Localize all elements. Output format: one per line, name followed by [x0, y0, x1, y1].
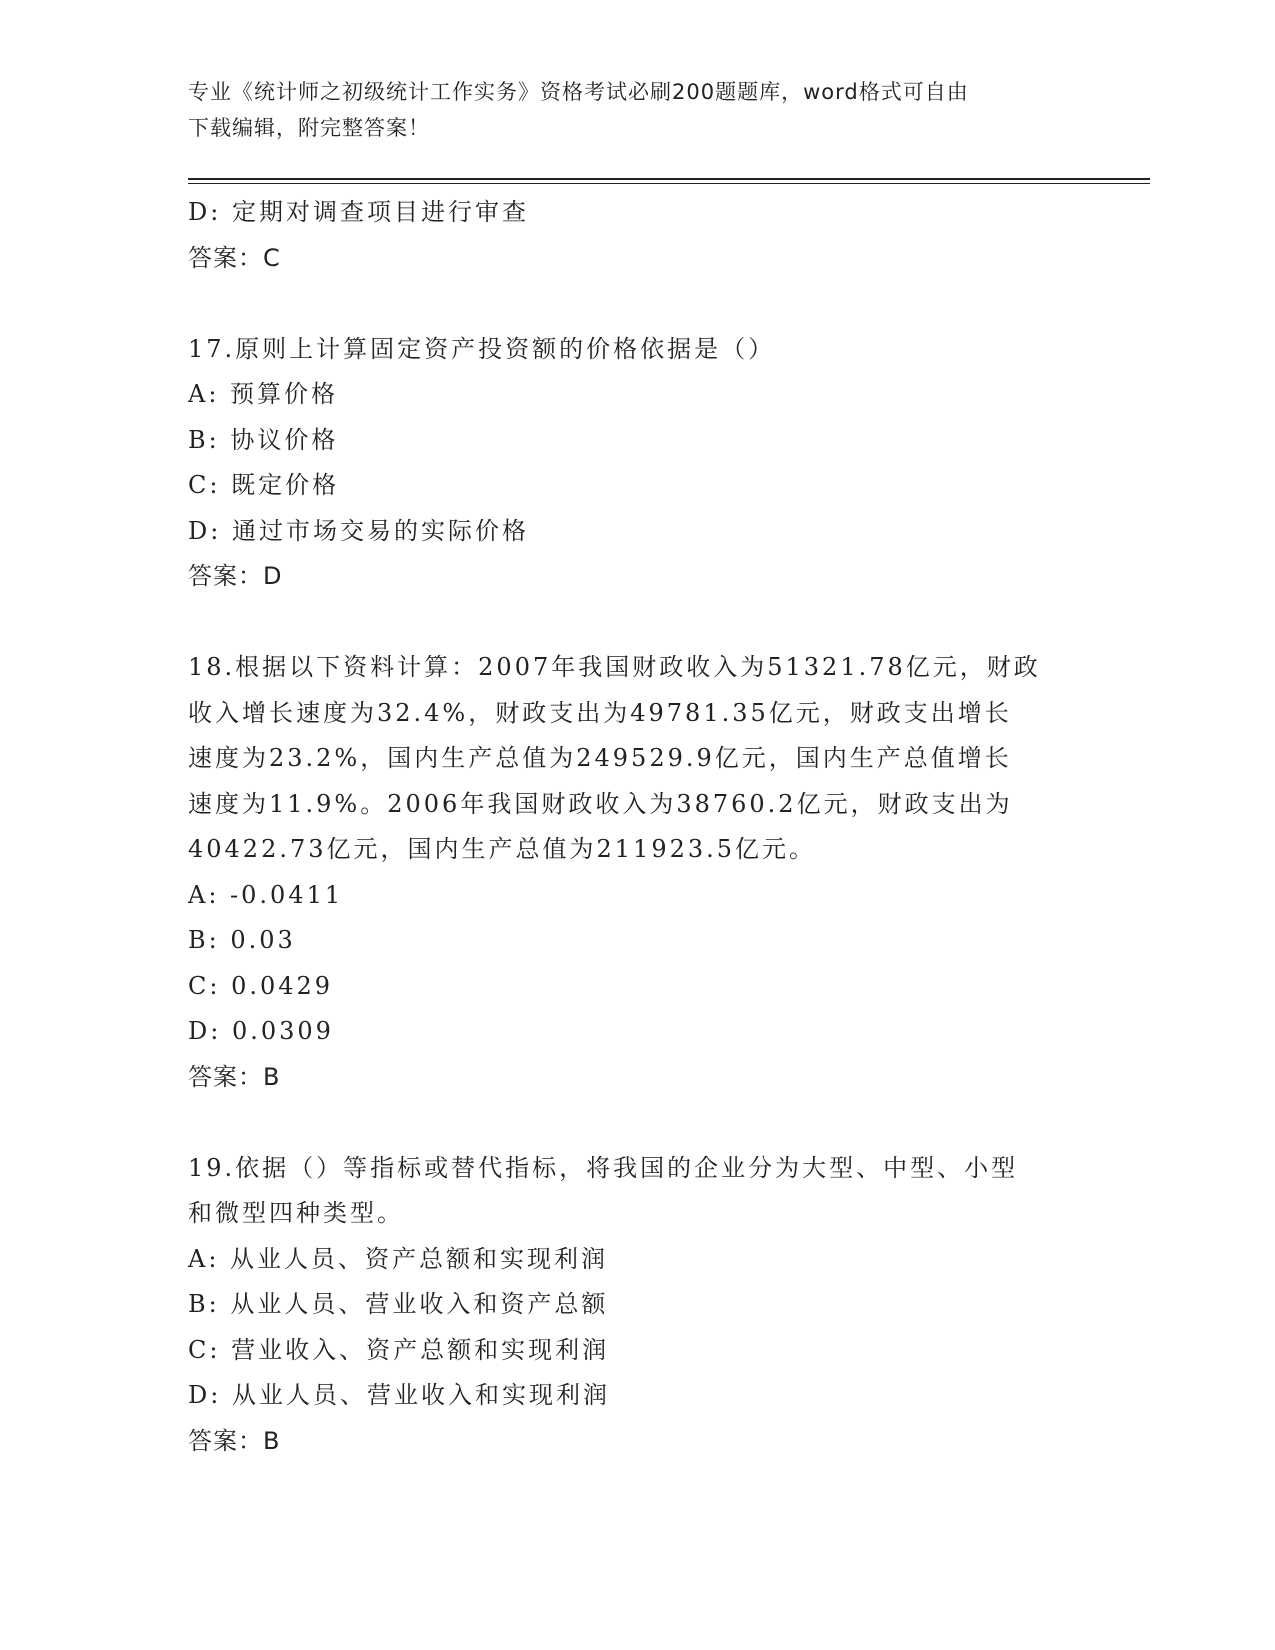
option-a: A: 预算价格 [188, 380, 339, 408]
question-stem-line-1: 18.根据以下资料计算：2007年我国财政收入为51321.78亿元，财政 [188, 653, 1041, 681]
answer: 答案：B [188, 1062, 281, 1091]
question-stem-line-5: 40422.73亿元，国内生产总值为211923.5亿元。 [188, 835, 817, 863]
answer: 答案：D [188, 562, 283, 590]
header-line-1: 专业《统计师之初级统计工作实务》资格考试必刷200题题库，word格式可自由 [188, 80, 969, 104]
prev-option-d: D: 定期对调查项目进行审查 [188, 198, 529, 226]
option-a: A: 从业人员、资产总额和实现利润 [188, 1244, 609, 1273]
option-b: B: 0.03 [188, 926, 296, 954]
option-c: C: 既定价格 [188, 471, 340, 499]
option-d: D: 通过市场交易的实际价格 [188, 516, 529, 545]
spacer [188, 1100, 1088, 1146]
question-stem-line-2: 收入增长速度为32.4%，财政支出为49781.35亿元，财政支出增长 [188, 698, 1012, 727]
question-18 [188, 645, 1088, 1100]
option-b: B: 从业人员、营业收入和资产总额 [188, 1290, 609, 1318]
header-line-2: 下载编辑，附完整答案！ [188, 116, 430, 140]
option-d: D: 0.0309 [188, 1017, 334, 1045]
spacer [188, 281, 1088, 327]
answer: 答案：B [188, 1426, 281, 1455]
document-header [188, 74, 1088, 146]
question-list [188, 190, 1088, 1464]
header-rule-thick [188, 178, 1150, 180]
header-rule-thin [188, 183, 1150, 184]
option-c: C: 营业收入、资产总额和实现利润 [188, 1335, 610, 1364]
option-c: C: 0.0429 [188, 971, 334, 1000]
question-19 [188, 1146, 1088, 1465]
option-a: A: -0.0411 [188, 880, 344, 909]
question-stem-line-1: 19.依据（）等指标或替代指标，将我国的企业分为大型、中型、小型 [188, 1153, 1019, 1182]
question-stem-line-2: 和微型四种类型。 [188, 1199, 404, 1227]
question-stem: 17.原则上计算固定资产投资额的价格依据是（） [188, 334, 776, 363]
prev-answer: 答案：C [188, 243, 281, 272]
spacer [188, 600, 1088, 646]
question-stem-line-3: 速度为23.2%，国内生产总值为249529.9亿元，国内生产总值增长 [188, 744, 1012, 772]
option-d: D: 从业人员、营业收入和实现利润 [188, 1381, 610, 1409]
question-17 [188, 327, 1088, 600]
question-stem-line-4: 速度为11.9%。2006年我国财政收入为38760.2亿元，财政支出为 [188, 789, 1013, 818]
option-b: B: 协议价格 [188, 425, 339, 454]
